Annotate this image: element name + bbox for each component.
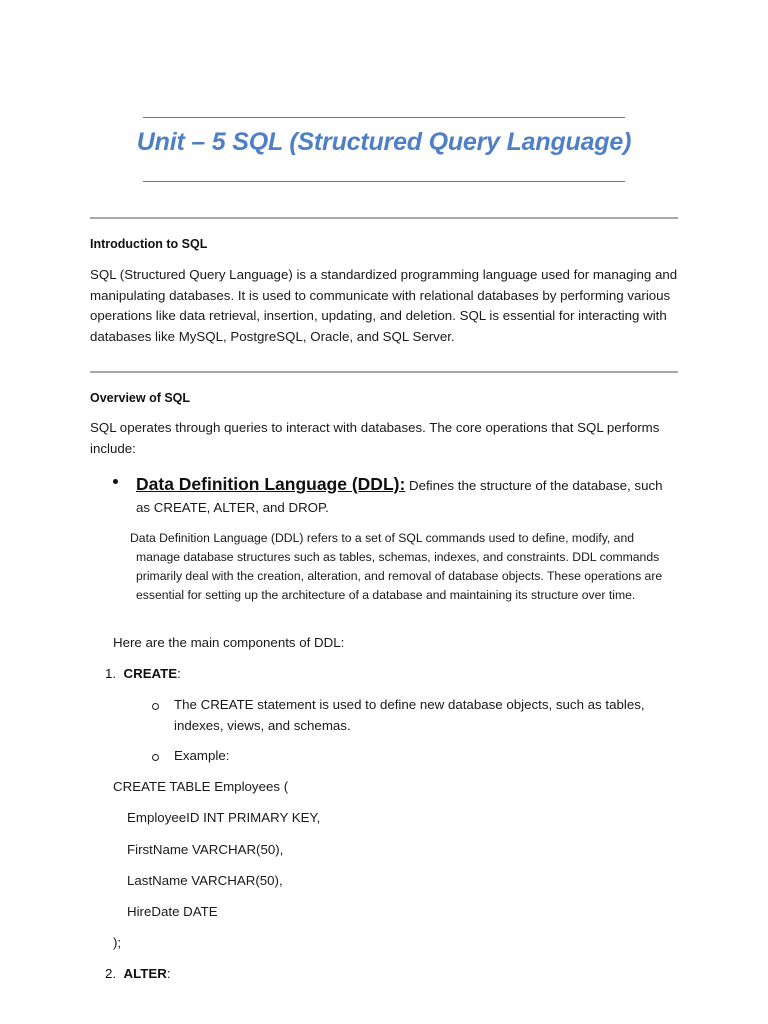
overview-paragraph: SQL operates through queries to interact with databases. The core operations that SQL performs include: [90, 420, 660, 456]
overview-heading: Overview of SQL [90, 391, 191, 405]
ddl-description-line1: Data Definition Language (DDL) refers to a set of SQL commands used to define, modify, and [130, 531, 635, 545]
list-item-colon: : [177, 666, 181, 681]
ddl-components-intro: Here are the main components of DDL: [113, 635, 345, 650]
ddl-heading: Data Definition Language (DDL) [136, 474, 400, 494]
code-line-3: FirstName VARCHAR(50), [127, 842, 284, 857]
title-rule-bottom [143, 181, 625, 182]
ddl-heading-colon: : [399, 474, 406, 494]
list-item-colon: : [166, 966, 171, 981]
bullet-icon [113, 479, 118, 484]
list-item-name: CREATE [123, 666, 178, 681]
list-item-alter [105, 966, 171, 981]
ddl-bullet [136, 473, 676, 519]
code-line-2: EmployeeID INT PRIMARY KEY, [127, 810, 321, 825]
create-sub-item-2: Example: [174, 748, 230, 763]
ddl-description [130, 529, 675, 605]
code-line-1: CREATE TABLE Employees ( [113, 779, 289, 794]
intro-heading: Introduction to SQL [90, 237, 208, 251]
ddl-summary: Defines the structure of the database, such as CREATE, ALTER, and DROP. [136, 478, 663, 515]
list-item-create [105, 666, 181, 681]
list-number: 1. [105, 666, 117, 681]
circle-bullet-icon [152, 754, 159, 761]
create-sub-item-1: The CREATE statement is used to define new database objects, such as tables, indexes, views, and schemas. [174, 697, 645, 733]
list-item-name: ALTER [123, 966, 167, 981]
section-divider-intro [90, 217, 678, 219]
intro-paragraph: SQL (Structured Query Language) is a standardized programming language used for managing and manipulating databases. It is used to communicate with relational databases by performing various operations like data retrieval, insertion, updating, and deletion. SQL is essential for interacting with databases like MySQL, PostgreSQL, Oracle, and SQL Server. [90, 267, 678, 344]
ddl-description-rest: manage database structures such as tables, schemas, indexes, and constraints. DDL commands primarily deal with the creation, alteration, and removal of database objects. These operations are essential for setting up the architecture of a database and maintaining its structure over time. [136, 550, 663, 602]
code-line-5: HireDate DATE [127, 904, 218, 919]
circle-bullet-icon [152, 703, 159, 710]
list-number: 2. [105, 966, 117, 981]
page-title: Unit – 5 SQL (Structured Query Language) [136, 128, 632, 156]
code-line-6: ); [113, 935, 122, 950]
section-divider-overview [90, 371, 678, 373]
title-rule-top [143, 117, 625, 118]
code-line-4: LastName VARCHAR(50), [127, 873, 283, 888]
